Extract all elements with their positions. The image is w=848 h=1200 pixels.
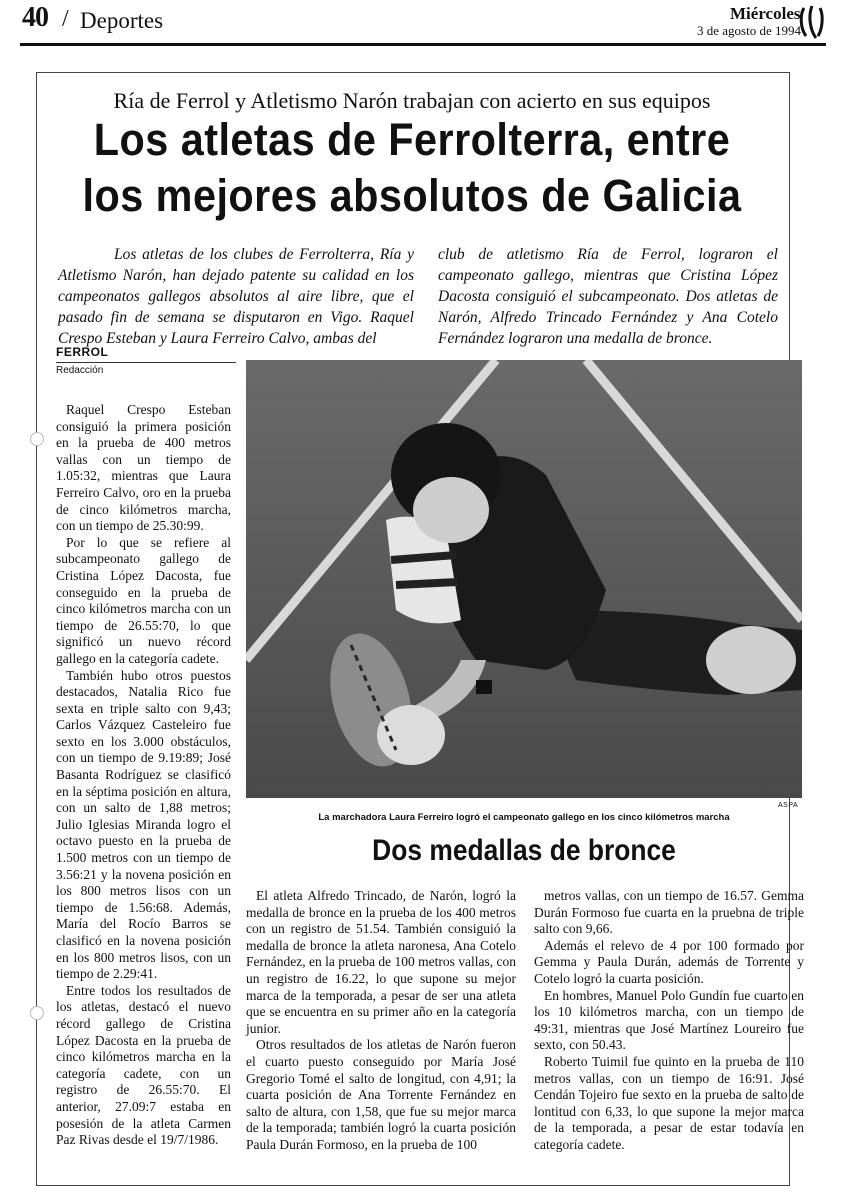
paragraph: Otros resultados de los atletas de Narón fueron el cuarto puesto conseguido por María José Gregorio Tomé el salto de longitud, con 4,91; la cuarta posición de Ana Torrente Fernández en salto de altura, con 1,58, que fue su mejor marca de la temporada; también logró la cuarta posición Paula Durán Formoso, en la prueba de 100: [246, 1037, 516, 1152]
headline-line-1: Los atletas de Ferrolterra, entre: [93, 114, 731, 165]
paragraph: Roberto Tuimil fue quinto en la prueba de 110 metros vallas, con un tiempo de 16:91. José Cendán Tojeiro fue sexto en la prueba de salto de lontitud con 6,33, lo que supone la mejor marca de la temporada, a pesar de estar todavía en categoría cadete.: [534, 1053, 804, 1152]
header-separator: /: [62, 6, 69, 32]
article-headline: [66, 112, 758, 224]
section-name: Deportes: [80, 8, 164, 33]
paragraph: Por lo que se refiere al subcampeonato gallego de Cristina López Dacosta, fue conseguido en la prueba de cinco kilómetros marcha con un tiempo de 26.55:70, lo que significó un nuevo récord gallego en la categoría cadete.: [56, 534, 231, 666]
paragraph: Raquel Crespo Esteban consiguió la primera posición en la prueba de 400 metros vallas con un tiempo de 1.05:32, mientras que Laura Ferreiro Calvo, oro en la prueba de cinco kilómetros marcha, con un tiempo de 25.30:99.: [56, 402, 231, 534]
lead-paragraph-2: club de atletismo Ría de Ferrol, lograron el campeonato gallego, mientras que Cristina López Dacosta consiguió el subcampeonato. Dos atletas de Narón, Alfredo Trincado Fernández y Ana Cotelo Fernández lograron una medalla de bronce.: [438, 246, 778, 347]
lead-paragraph-1: Los atletas de los clubes de Ferrolterra, Ría y Atletismo Narón, han dejado patente su calidad en los campeonatos gallegos absolutos al aire libre, que el pasado fin de semana se disputaron en Vigo. Raquel Crespo Esteban y Laura Ferreiro Calvo, ambas del: [58, 246, 414, 347]
photo-caption: La marchadora Laura Ferreiro logró el campeonato gallego en los cinco kilómetros marcha: [318, 812, 730, 823]
byline-author: Redacción: [56, 365, 104, 376]
paragraph: metros vallas, con un tiempo de 16.57. Gemma Durán Formoso fue cuarta en la pruebna de triple salto con 9,66.: [534, 888, 804, 937]
header-day: Miércoles: [730, 4, 801, 23]
byline: [56, 345, 236, 376]
paragraph: El atleta Alfredo Trincado, de Narón, logró la medalla de bronce en la prueba de los 400 metros con un registro de 51.54. También consiguió la medalla de bronce la atleta naronesa, Ana Cotelo Fernández, en la prueba de 100 metros vallas, con un registro de 16.22, lo que supone su mejor marca de la temporada, a pesar de ser una atleta que se encuentra en su primer año en la categoría junior.: [246, 888, 516, 1036]
body-column-1: [56, 402, 231, 1149]
byline-rule: [56, 362, 236, 363]
body-column-2: [246, 888, 516, 1154]
newspaper-logo-icon: [798, 4, 826, 40]
subheadline: Dos medallas de bronce: [372, 834, 676, 867]
punch-hole: [30, 1006, 44, 1020]
page-number: 40: [22, 2, 48, 33]
headline-line-2: los mejores absolutos de Galicia: [82, 170, 742, 221]
paragraph: En hombres, Manuel Polo Gundín fue cuarto en los 10 kilómetros marcha, con un tiempo de 49:31, mientras que José Martínez Loureiro fue sexto, con 50.43.: [534, 987, 804, 1053]
header-date: 3 de agosto de 1994: [697, 23, 801, 38]
punch-hole: [30, 432, 44, 446]
paragraph: También hubo otros puestos destacados, Natalia Rico fue sexta en triple salto con 9,43; Carlos Vázquez Casteleiro fue sexto en los 3.000 obstáculos, con un tiempo de 9.19:89; José Basanta Rodríguez se clasificó en la séptima posición en altura, con un salto de 1,88 metros; Julio Iglesias Miranda logro el octavo puesto en la prueba de 1.500 metros con un tiempo de 3.56:21 y la novena posición en los 800 metros lisos con un tiempo de 1.56:68. Además, María del Rocío Barros se clasificó en la novena posición en los 800 metros lisos, con un tiempo de 2.29:41.: [56, 667, 231, 982]
byline-city: FERROL: [56, 345, 109, 359]
paragraph: Además el relevo de 4 por 100 formado por Gemma y Paula Durán, además de Torrente y Cotelo logró la cuarta posición.: [534, 937, 804, 986]
photo-credit: ASPA: [778, 802, 799, 809]
paragraph: Entre todos los resultados de los atletas, destacó el nuevo récord gallego de Cristina López Dacosta en la prueba de cinco kilómetros marcha en la categoría cadete, con un registro de 26.55:70. El anterior, 27.09:7 estaba en posesión de la atleta Carmen Paz Rivas desde el 19/7/1986.: [56, 982, 231, 1148]
body-column-3: [534, 888, 804, 1154]
header-rule: [20, 43, 826, 46]
article-kicker: Ría de Ferrol y Atletismo Narón trabajan con acierto en sus equipos: [113, 88, 711, 113]
athlete-photo: [246, 360, 802, 798]
